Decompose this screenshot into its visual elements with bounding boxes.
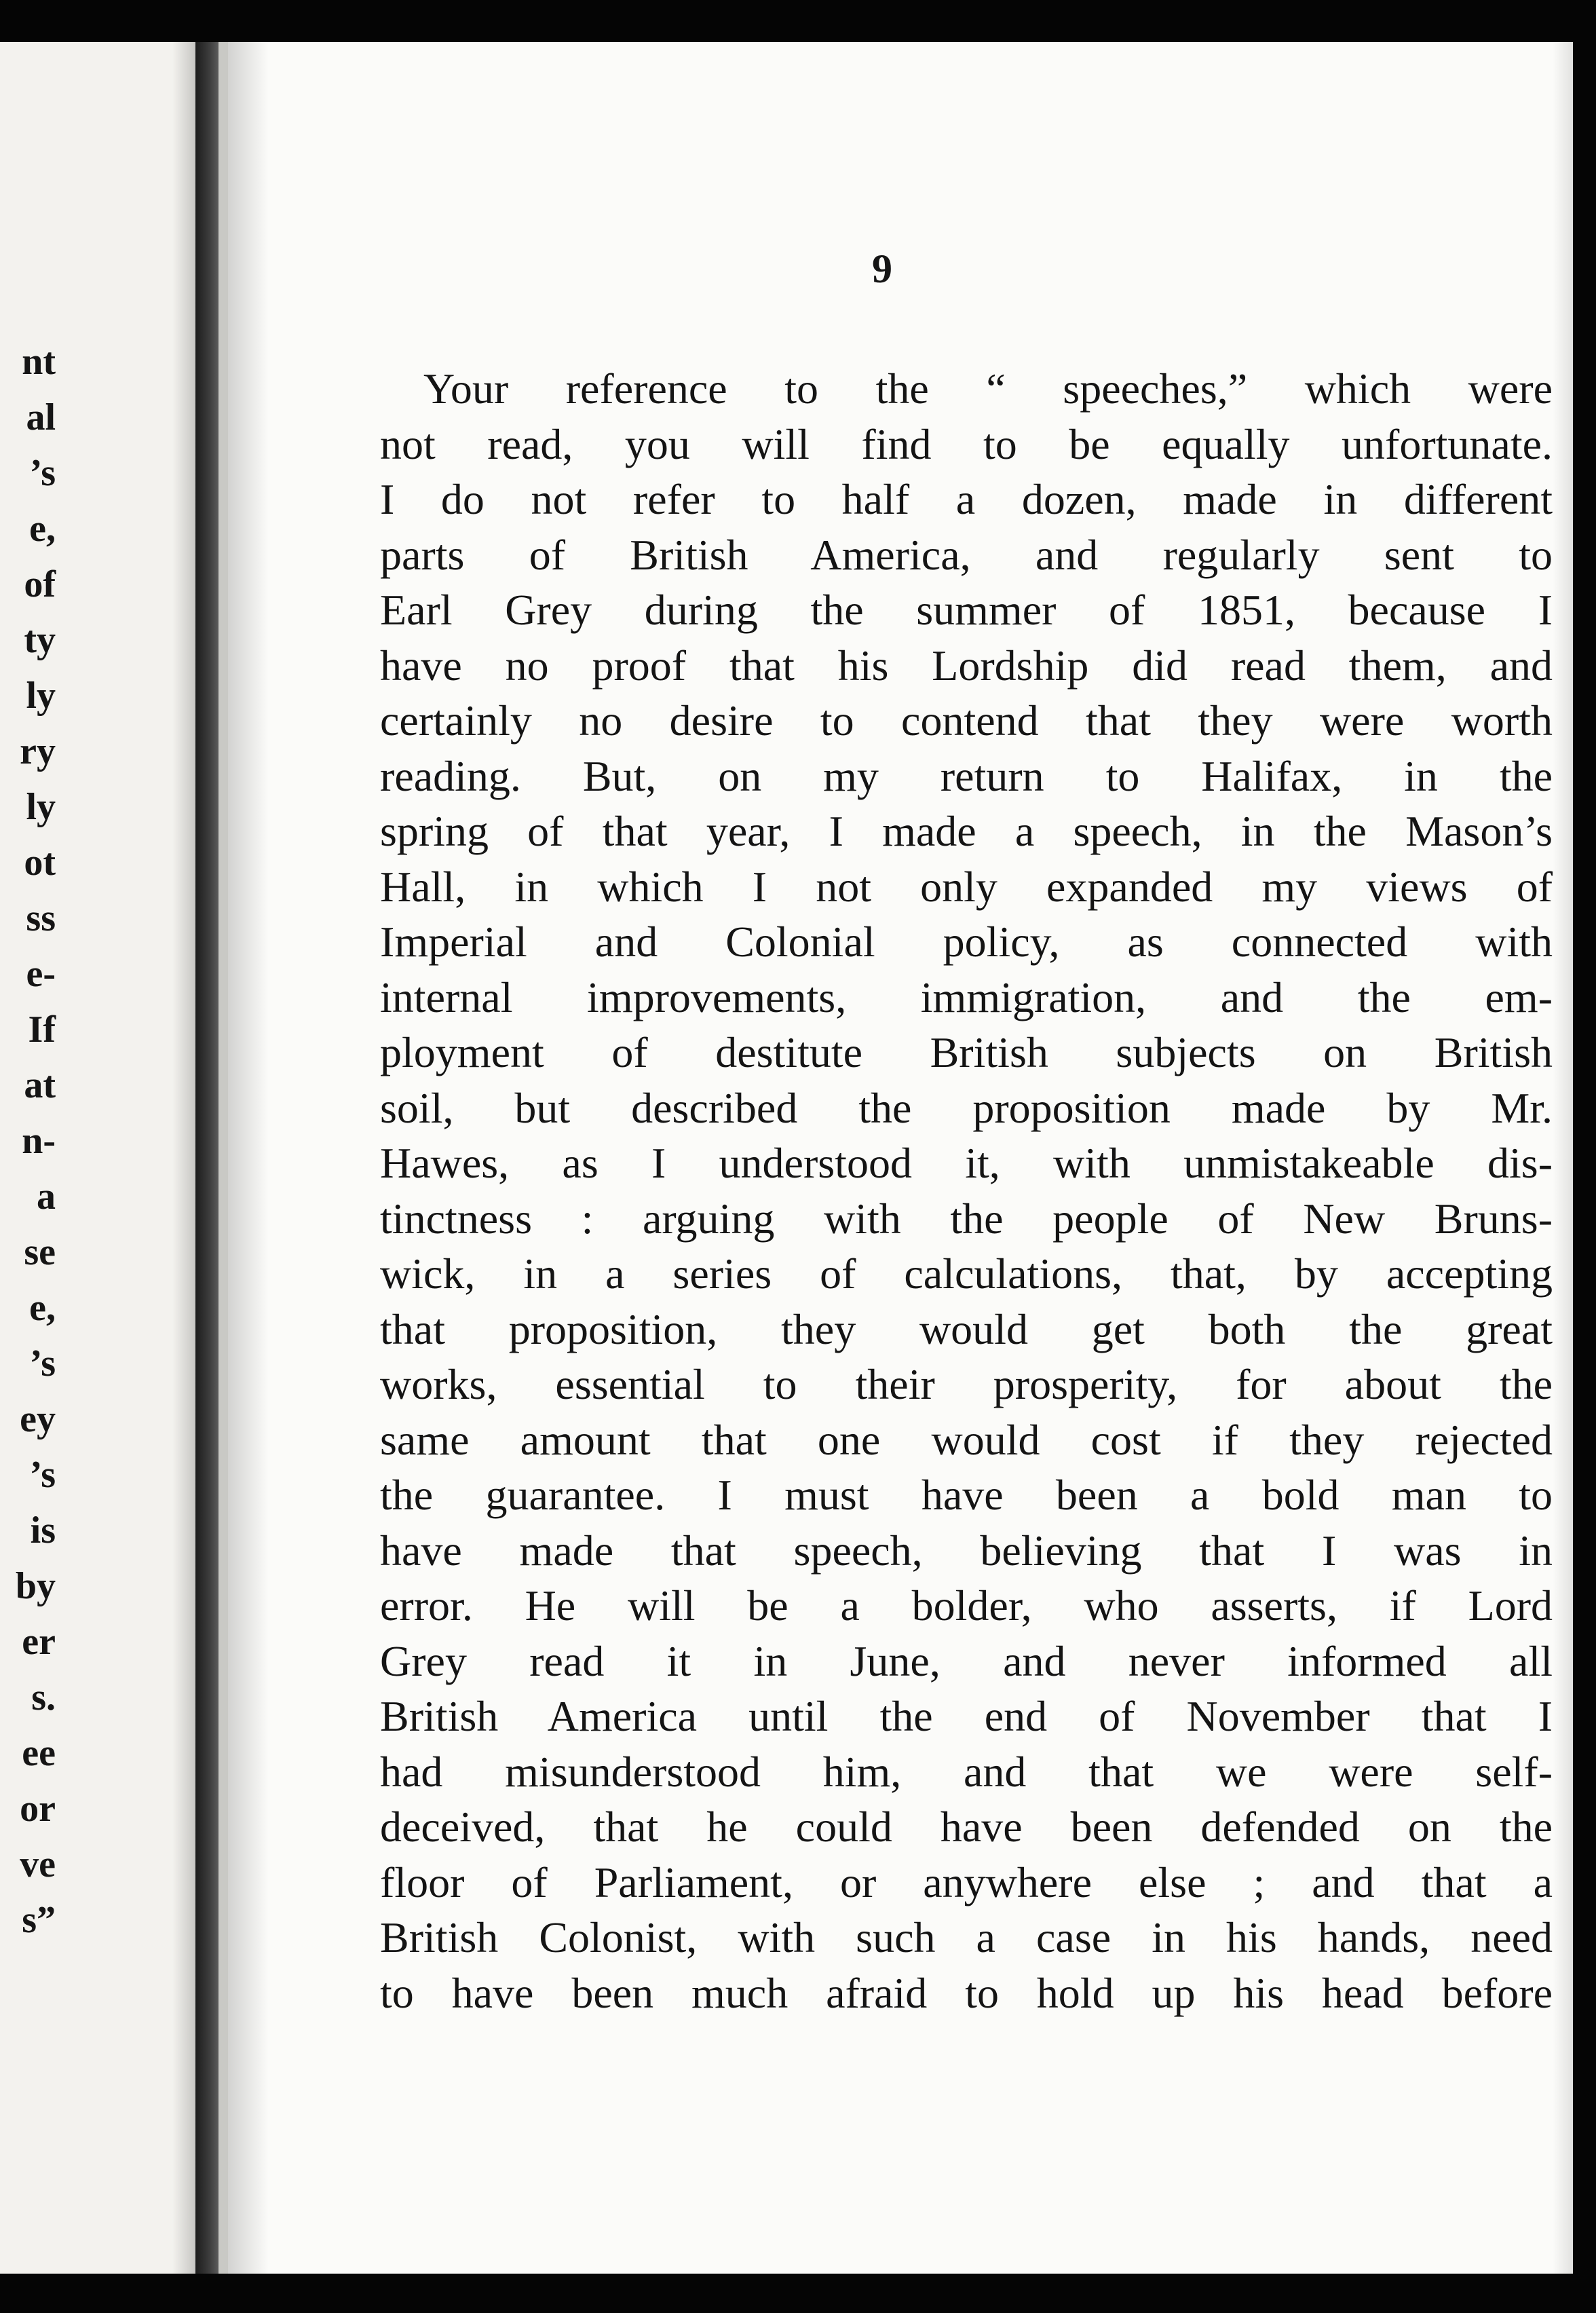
facing-page-line: s. <box>31 1676 56 1718</box>
text-line: have no proof that his Lordship did read them, and <box>380 641 1553 690</box>
text-line: deceived, that he could have been defended on the <box>380 1803 1553 1851</box>
facing-page-line: ’s <box>29 1454 56 1496</box>
text-line: internal improvements, immigration, and the em- <box>380 973 1553 1021</box>
facing-page-line: ly <box>26 675 56 717</box>
facing-page-line: nt <box>22 341 56 383</box>
facing-page-line: or <box>20 1788 56 1830</box>
facing-page-line: ’s <box>29 1342 56 1385</box>
facing-page-line: al <box>26 396 56 438</box>
text-line: to have been much afraid to hold up his head before <box>380 1968 1553 2017</box>
facing-page-line: ve <box>20 1843 56 1885</box>
facing-page-line: is <box>30 1509 56 1552</box>
text-line: that proposition, they would get both the great <box>380 1304 1553 1353</box>
text-line: the guarantee. I must have been a bold man to <box>380 1471 1553 1519</box>
page-number: 9 <box>872 246 892 291</box>
facing-page-line: ty <box>24 619 56 661</box>
text-line: Hall, in which I not only expanded my views of <box>380 862 1553 911</box>
text-line: floor of Parliament, or anywhere else ; and that a <box>380 1858 1553 1906</box>
facing-page-line: er <box>22 1621 56 1663</box>
text-line: reading. But, on my return to Halifax, in the <box>380 751 1553 800</box>
facing-page-line: ee <box>22 1732 56 1774</box>
text-line: British America until the end of November that I <box>380 1692 1553 1740</box>
facing-page-line: ey <box>20 1398 56 1440</box>
facing-page-fragment <box>0 42 195 2274</box>
text-line: had misunderstood him, and that we were self- <box>380 1747 1553 1796</box>
facing-page-line: If <box>28 1009 56 1051</box>
facing-page-line: se <box>24 1231 56 1273</box>
page-edge <box>218 42 228 2274</box>
facing-page-line: ss <box>26 897 56 939</box>
text-line: Imperial and Colonial policy, as connected with <box>380 918 1553 966</box>
text-line: Hawes, as I understood it, with unmistakeable dis- <box>380 1139 1553 1187</box>
facing-page-line: e, <box>29 1287 56 1329</box>
text-line: Your reference to the “ speeches,” which were <box>423 364 1553 413</box>
facing-page-line: s” <box>22 1899 56 1941</box>
text-line: tinctness : arguing with the people of New Bruns- <box>380 1194 1553 1243</box>
scan-border-top <box>0 0 1596 42</box>
facing-page-line: at <box>24 1064 56 1106</box>
text-line: Grey read it in June, and never informed all <box>380 1636 1553 1685</box>
text-line: error. He will be a bolder, who asserts, if Lord <box>380 1581 1553 1630</box>
text-line: certainly no desire to contend that they were worth <box>380 696 1553 745</box>
text-line: have made that speech, believing that I was in <box>380 1526 1553 1575</box>
scan-border-right <box>1573 0 1596 2313</box>
edge-shadow <box>1553 42 1573 2274</box>
facing-page-line: ot <box>24 842 56 884</box>
text-line: wick, in a series of calculations, that, by accepting <box>380 1249 1553 1298</box>
text-line: I do not refer to half a dozen, made in different <box>380 475 1553 523</box>
text-line: soil, but described the proposition made by Mr. <box>380 1083 1553 1132</box>
facing-page-text <box>0 334 60 1948</box>
facing-page-line: by <box>15 1565 56 1607</box>
text-line: not read, you will find to be equally unfortunate. <box>380 419 1553 468</box>
text-line: spring of that year, I made a speech, in the Mason’s <box>380 807 1553 855</box>
text-line: same amount that one would cost if they rejected <box>380 1415 1553 1464</box>
facing-page-line: of <box>24 563 56 605</box>
text-line: Earl Grey during the summer of 1851, because I <box>380 586 1553 634</box>
scan-border-bottom <box>0 2274 1596 2313</box>
book-page <box>228 42 1573 2274</box>
text-line: British Colonist, with such a case in his hands, need <box>380 1913 1553 1961</box>
body-paragraph <box>380 361 1553 2020</box>
facing-page-line: ’s <box>29 452 56 494</box>
text-line: works, essential to their prosperity, for about the <box>380 1360 1553 1408</box>
facing-page-line: ly <box>26 786 56 828</box>
page-curl-shadow <box>172 42 195 2274</box>
facing-page-line: e, <box>29 508 56 550</box>
text-line: ployment of destitute British subjects on British <box>380 1028 1553 1076</box>
facing-page-line: a <box>37 1176 56 1218</box>
fold-shadow <box>228 42 269 2274</box>
facing-page-line: ry <box>20 730 56 772</box>
facing-page-line: n- <box>22 1120 56 1162</box>
facing-page-line: e- <box>26 953 56 995</box>
text-line: parts of British America, and regularly sent to <box>380 530 1553 579</box>
